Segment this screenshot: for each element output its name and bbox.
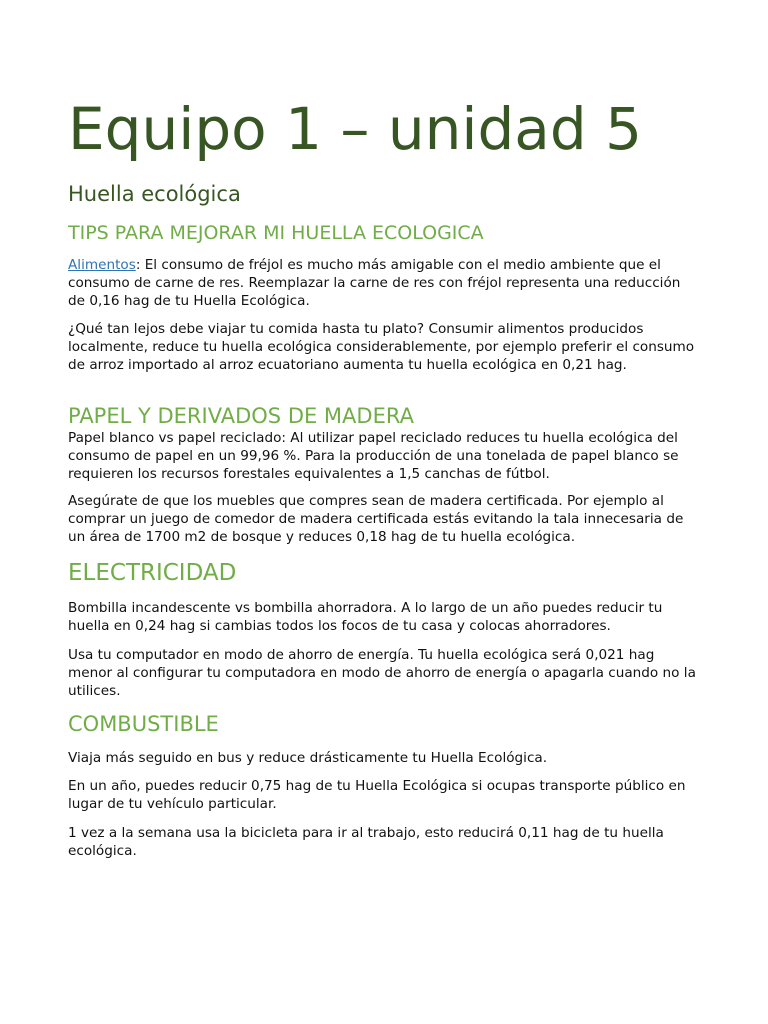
- alimentos-paragraph-2: ¿Qué tan lejos debe viajar tu comida hasta tu plato? Consumir alimentos producidos localmente, reduce tu huella ecológica considerablemente, por ejemplo preferir el consumo de arroz importado al arroz ecuatoriano aumenta tu huella ecológica en 0,21 hag.: [68, 321, 695, 374]
- combustible-paragraph-3: 1 vez a la semana usa la bicicleta para ir al trabajo, esto reducirá 0,11 hag de tu huella ecológica.: [68, 825, 664, 860]
- alimentos-link[interactable]: Alimentos: [68, 257, 136, 273]
- alimentos-paragraph-1-text: : El consumo de fréjol es mucho más amigable con el medio ambiente que el consumo de carne de res. Reemplazar la carne de res con fréjol representa una reducción de 0,16 hag de tu Huella Ecológica.: [68, 257, 681, 310]
- combustible-paragraph-1: Viaja más seguido en bus y reduce drásticamente tu Huella Ecológica.: [68, 750, 548, 766]
- alimentos-paragraph-1: [68, 256, 700, 311]
- papel-paragraph-2: Asegúrate de que los muebles que compres sean de madera certificada. Por ejemplo al comprar un juego de comedor de madera certificada estás evitando la tala innecesaria de un área de 1700 m2 de bosque y reduces 0,18 hag de tu huella ecológica.: [68, 493, 684, 546]
- document-subtitle: Huella ecológica: [68, 182, 241, 206]
- electricidad-paragraph-1: Bombilla incandescente vs bombilla ahorradora. A lo largo de un año puedes reducir tu huella en 0,24 hag si cambias todos los focos de tu casa y colocas ahorradores.: [68, 600, 663, 635]
- combustible-paragraph-2: En un año, puedes reducir 0,75 hag de tu Huella Ecológica si ocupas transporte público en lugar de tu vehículo particular.: [68, 778, 686, 813]
- papel-heading: PAPEL Y DERIVADOS DE MADERA: [68, 404, 414, 428]
- electricidad-paragraph-2: Usa tu computador en modo de ahorro de energía. Tu huella ecológica será 0,021 hag menor al configurar tu computadora en modo de ahorro de energía o apagarla cuando no la utilices.: [68, 647, 696, 700]
- papel-paragraph-1: Papel blanco vs papel reciclado: Al utilizar papel reciclado reduces tu huella ecológica del consumo de papel en un 99,96 %. Para la producción de una tonelada de papel blanco se requieren los recursos forestales equivalentes a 1,5 canchas de fútbol.: [68, 430, 679, 483]
- document-title: Equipo 1 – unidad 5: [68, 95, 642, 163]
- tips-heading: TIPS PARA MEJORAR MI HUELLA ECOLOGICA: [68, 222, 484, 244]
- combustible-heading: COMBUSTIBLE: [68, 712, 219, 736]
- electricidad-heading: ELECTRICIDAD: [68, 560, 237, 586]
